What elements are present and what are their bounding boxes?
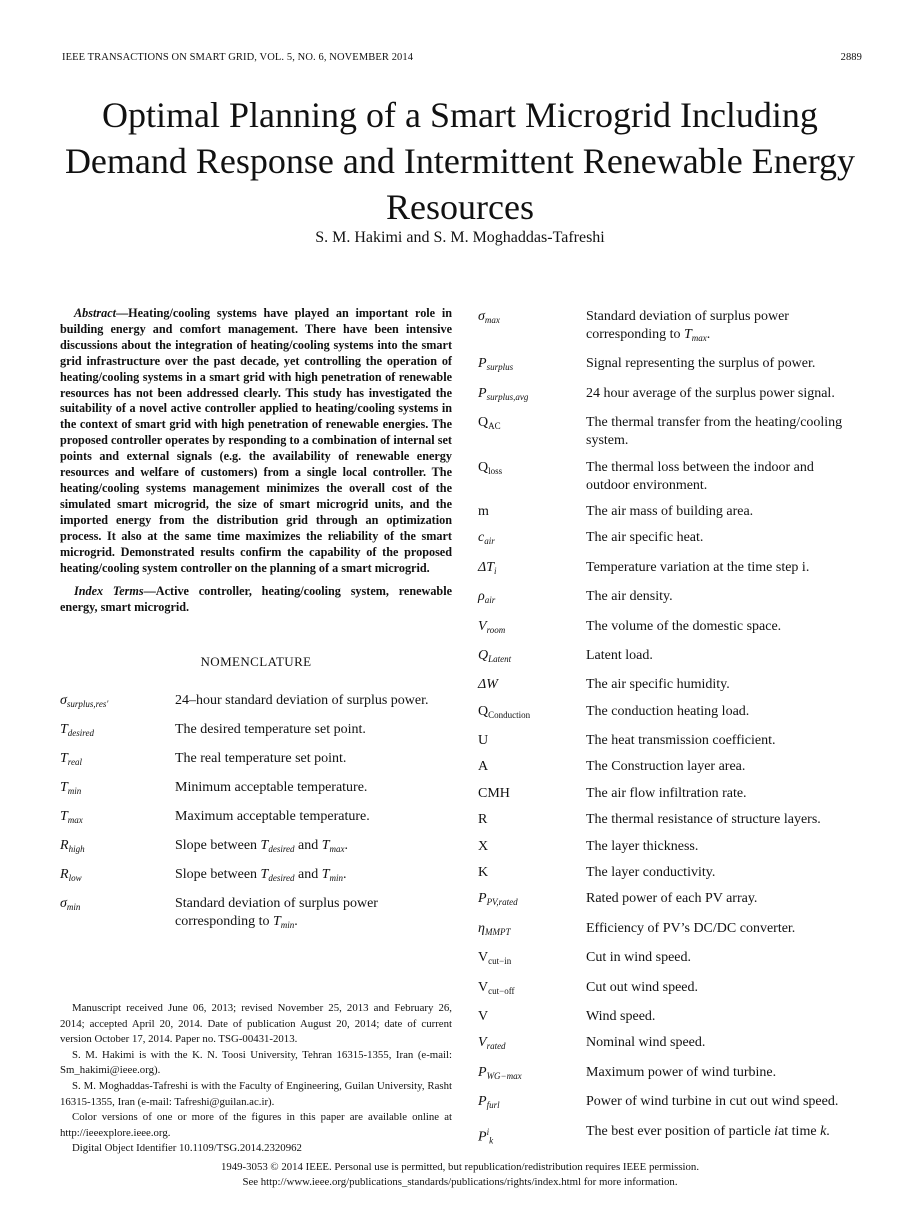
nomenclature-row [60, 721, 452, 742]
nomenclature-symbol [478, 559, 586, 580]
symbol-subscript: real [67, 757, 82, 768]
nomenclature-row [478, 979, 860, 1000]
copyright-line-1: 1949-3053 © 2014 IEEE. Personal use is permitted, but republication/redistribution requires IEEE permission. [220, 1161, 700, 1173]
definition-text: at time [778, 1123, 821, 1139]
nomenclature-row [478, 414, 860, 450]
footnote-color: Color versions of one or more of the figures in this paper are available online at http://ieeexplore.ieee.org. [60, 1111, 452, 1139]
nomenclature-definition: Cut in wind speed. [586, 950, 691, 966]
symbol-subscript: air [484, 536, 495, 547]
symbol-base: T [260, 867, 269, 883]
symbol-base: V [478, 618, 487, 634]
nomenclature-symbol [60, 692, 175, 713]
nomenclature-definition: The real temperature set point. [175, 751, 347, 767]
left-column [60, 306, 452, 942]
nomenclature-symbol [60, 779, 175, 800]
definition-symbol [322, 867, 343, 882]
nomenclature-symbol [478, 1008, 586, 1026]
symbol-subscript: WG−max [486, 1070, 522, 1081]
nomenclature-symbol [60, 721, 175, 742]
symbol-subscript: low [68, 873, 82, 884]
symbol-subscript: desired [268, 844, 295, 855]
nomenclature-definition: Nominal wind speed. [586, 1035, 706, 1051]
symbol-base: ΔW [478, 677, 498, 693]
symbol-base: T [60, 780, 68, 796]
symbol-base: T [60, 751, 68, 767]
nomenclature-definition: Power of wind turbine in cut out wind speed. [586, 1094, 839, 1110]
nomenclature-symbol [478, 949, 586, 970]
symbol-base: T [272, 914, 281, 930]
nomenclature-row [60, 866, 452, 887]
nomenclature-symbol [60, 750, 175, 771]
symbol-subscript: max [67, 815, 83, 826]
footnote-doi: Digital Object Identifier 10.1109/TSG.2014.2320962 [72, 1142, 302, 1155]
nomenclature-symbol [478, 529, 586, 550]
nomenclature-row [60, 750, 452, 771]
nomenclature-row [478, 588, 860, 609]
nomenclature-symbol [478, 785, 586, 803]
nomenclature-symbol [478, 385, 586, 406]
nomenclature-symbol [478, 838, 586, 856]
symbol-base: V [478, 1035, 487, 1051]
nomenclature-symbol [478, 459, 586, 495]
abstract: Abstract—Heating/cooling systems have played an important role in building energy and comfort management. There have been intensive discussions about the integration of heating/cooling systems into the smart grid infrastructure over the past decade, yet controlling the operation of heating/cooling systems in a smart grid with high penetration of renewable resources has not been addressed clearly. This study has investigated the suitability of a novel active controller applied to heating/cooling systems in the context of smart grid with high penetration of renewable energies. The proposed controller operates by responding to a combination of internal set points and external signals (e.g. the availability of renewable energy resources and welfare of customers) from a single local controller. The heating/cooling systems management minimizes the overall cost of the simulated smart microgrid, the size of smart microgrid units, and the imported energy from the distribution grid through an optimization process. It also at the same time maximizes the reliability of the smart microgrid. Demonstrated results confirm the capability of the proposed heating/cooling system controller on the planning of a smart microgrid. [60, 306, 452, 575]
nomenclature-row [60, 837, 452, 858]
symbol-subscript: rated [486, 1041, 506, 1052]
nomenclature-symbol [478, 676, 586, 694]
symbol-base: ρ [478, 589, 485, 605]
nomenclature-definition: The thermal resistance of structure layers. [586, 812, 821, 828]
abstract-text: Heating/cooling systems have played an important role in building energy and comfort management. There have been intensive discussions about the integration of heating/cooling systems into the smart grid infrastructure over the past decade, yet controlling the operation of heating/cooling systems in a smart grid with high penetration of renewable resources has not been addressed clearly. This study has investigated the suitability of a novel active controller applied to heating/cooling systems in the context of smart grid with high penetration of renewable energies. The proposed controller operates by responding to a combination of internal set points and external signals (e.g. the availability of renewable energy resources and welfare of customers) from a single local controller. The heating/cooling systems management minimizes the overall cost of the simulated smart microgrid, the size of smart microgrid units, and the imported energy from the distribution grid through an optimization process. It also at the same time maximizes the reliability of the smart microgrid. Demonstrated results confirm the capability of the proposed heating/cooling system controller on the planning of a smart microgrid. [60, 306, 452, 575]
symbol-base: R [60, 867, 69, 883]
definition-symbol [261, 867, 295, 882]
symbol-base: σ [60, 896, 67, 912]
symbol-base: η [478, 920, 485, 936]
definition-text: . [294, 914, 298, 930]
nomenclature-row [478, 676, 860, 694]
definition-text: . [343, 867, 347, 883]
symbol-base: U [478, 733, 489, 749]
authors: S. M. Hakimi and S. M. Moghaddas-Tafreshi [315, 229, 605, 246]
symbol-base: T [321, 867, 330, 883]
symbol-subscript: high [68, 844, 85, 855]
symbol-base: Q [478, 415, 489, 431]
nomenclature-definition: Maximum acceptable temperature. [175, 809, 370, 825]
symbol-subscript: max [691, 333, 707, 343]
nomenclature-row [478, 811, 860, 829]
symbol-base: CMH [478, 785, 510, 801]
symbol-superscript: i [486, 1126, 490, 1137]
symbol-subscript: loss [488, 465, 503, 476]
right-column [478, 308, 860, 1158]
symbol-subscript: cut−in [488, 956, 512, 967]
nomenclature-definition: Minimum acceptable temperature. [175, 780, 368, 796]
definition-text: . [706, 327, 711, 342]
symbol-subscript: MMPT [484, 926, 511, 937]
nomenclature-definition: The volume of the domestic space. [586, 618, 782, 634]
nomenclature-symbol [478, 920, 586, 941]
symbol-subscript: k [489, 1135, 494, 1146]
nomenclature-definition: The air density. [586, 589, 673, 605]
nomenclature-row [478, 308, 860, 347]
nomenclature-symbol [478, 618, 586, 639]
symbol-subscript: i [494, 565, 497, 576]
footnote-author-2: S. M. Moghaddas-Tafreshi is with the Faculty of Engineering, Guilan University, Rasht 16315-1355, Iran (e-mail: Tafreshi@guilan.ac.ir). [60, 1079, 452, 1108]
nomenclature-definition: Latent load. [586, 647, 653, 663]
symbol-subscript: desired [67, 728, 94, 739]
nomenclature-row [478, 1064, 860, 1085]
nomenclature-row [478, 838, 860, 856]
footnote [60, 1001, 452, 1157]
nomenclature-row [60, 779, 452, 800]
nomenclature-symbol [478, 864, 586, 882]
nomenclature-symbol [60, 808, 175, 829]
symbol-subscript: surplus [486, 362, 514, 373]
index-terms: Index Terms—Active controller, heating/cooling system, renewable energy, smart microgrid. [60, 584, 452, 615]
nomenclature-definition: Efficiency of PV’s DC/DC converter. [586, 920, 796, 936]
nomenclature-definition: The conduction heating load. [586, 703, 750, 719]
nomenclature-row [478, 459, 860, 495]
symbol-subscript: AC [488, 421, 501, 432]
symbol-base: A [478, 759, 489, 775]
nomenclature-symbol [478, 414, 586, 450]
nomenclature-symbol [478, 732, 586, 750]
nomenclature-row [478, 1123, 860, 1150]
definition-text: The best ever position of particle [586, 1123, 775, 1139]
nomenclature-definition [175, 895, 452, 934]
symbol-base: V [478, 1008, 489, 1024]
nomenclature-row [478, 529, 860, 550]
definition-text: and [294, 838, 322, 854]
nomenclature-symbol [60, 895, 175, 934]
nomenclature-row [478, 355, 860, 376]
nomenclature-symbol [478, 811, 586, 829]
symbol-base: c [478, 530, 485, 546]
symbol-base: T [683, 327, 692, 342]
nomenclature-row [478, 503, 860, 521]
symbol-base: P [478, 356, 487, 372]
symbol-base: V [478, 950, 489, 966]
copyright-notice [40, 1160, 880, 1190]
symbol-base: ΔT [478, 559, 495, 575]
nomenclature-definition: The desired temperature set point. [175, 722, 366, 738]
nomenclature-list-left [60, 692, 452, 934]
definition-text: . [344, 838, 349, 854]
nomenclature-row [478, 1093, 860, 1114]
symbol-base: Q [478, 647, 489, 663]
nomenclature-row [478, 949, 860, 970]
nomenclature-symbol [478, 979, 586, 1000]
nomenclature-definition: Maximum power of wind turbine. [586, 1064, 777, 1080]
footnote-author-1: S. M. Hakimi is with the K. N. Toosi University, Tehran 16315-1355, Iran (e-mail: Sm_hakimi@ieee.org). [60, 1048, 452, 1077]
nomenclature-row [478, 618, 860, 639]
symbol-base: P [478, 1064, 487, 1080]
nomenclature-list-right [478, 308, 860, 1149]
page-number: 2889 [840, 52, 862, 63]
abstract-label: Abstract [74, 306, 116, 320]
symbol-subscript: Conduction [488, 709, 531, 720]
symbol-base: V [478, 979, 489, 995]
footnote-manuscript: Manuscript received June 06, 2013; revised November 25, 2013 and February 26, 2014; accepted April 20, 2014. Date of publication August 20, 2014; date of current version October 17, 2014. Paper no. TSG-00431-2013. [60, 1002, 452, 1046]
nomenclature-definition: Rated power of each PV array. [586, 891, 758, 907]
definition-text: Standard deviation of surplus power corresponding to [586, 309, 789, 342]
nomenclature-row [60, 895, 452, 934]
symbol-subscript: furl [486, 1100, 500, 1111]
symbol-base: Q [478, 703, 489, 719]
nomenclature-definition: 24–hour standard deviation of surplus power. [175, 693, 429, 709]
nomenclature-definition: The air mass of building area. [586, 503, 754, 519]
nomenclature-definition: The air flow infiltration rate. [586, 785, 747, 801]
symbol-subscript: min [67, 786, 82, 797]
copyright-line-2: See http://www.ieee.org/publications_standards/publications/rights/index.html for more information. [242, 1176, 678, 1188]
nomenclature-row [478, 890, 860, 911]
nomenclature-symbol [60, 837, 175, 858]
definition-text: and [294, 867, 322, 883]
symbol-subscript: min [329, 873, 344, 884]
nomenclature-row [478, 920, 860, 941]
symbol-subscript: max [329, 844, 345, 855]
nomenclature-row [60, 692, 452, 713]
nomenclature-definition: The thermal transfer from the heating/cooling system. [586, 415, 843, 449]
symbol-base: T [260, 838, 269, 854]
nomenclature-row [478, 385, 860, 406]
definition-text: . [826, 1123, 830, 1139]
symbol-subscript: surplus,avg [486, 391, 529, 402]
nomenclature-symbol [478, 890, 586, 911]
symbol-subscript: min [280, 920, 295, 931]
symbol-base: i [774, 1123, 779, 1139]
nomenclature-definition: The layer thickness. [586, 838, 699, 854]
definition-symbol [322, 838, 345, 853]
nomenclature-definition [586, 308, 860, 347]
nomenclature-heading: NOMENCLATURE [200, 654, 312, 670]
nomenclature-symbol [478, 308, 586, 347]
symbol-subscript: desired [268, 873, 295, 884]
nomenclature-symbol [478, 703, 586, 724]
symbol-base: K [478, 865, 489, 881]
symbol-base: σ [478, 309, 485, 324]
symbol-subscript: Latent [488, 653, 512, 664]
definition-text: Slope between [175, 838, 261, 854]
symbol-base: Q [478, 459, 489, 475]
symbol-subscript: cut−off [488, 985, 515, 996]
nomenclature-definition: Temperature variation at the time step i. [586, 559, 810, 575]
symbol-base: σ [60, 693, 67, 709]
symbol-subscript: min [66, 902, 81, 913]
nomenclature-row [478, 559, 860, 580]
nomenclature-definition: The air specific heat. [586, 530, 704, 546]
symbol-base: m [478, 503, 489, 519]
nomenclature-row [478, 1034, 860, 1055]
definition-text: Slope between [175, 867, 261, 883]
nomenclature-row [478, 785, 860, 803]
nomenclature-symbol [478, 758, 586, 776]
nomenclature-definition: The air specific humidity. [586, 677, 730, 693]
definition-text: Standard deviation of surplus power corresponding to [175, 896, 378, 930]
nomenclature-definition: Cut out wind speed. [586, 979, 698, 995]
nomenclature-symbol [478, 1034, 586, 1055]
symbol-base: P [478, 385, 487, 401]
running-head [62, 52, 862, 63]
nomenclature-definition: Wind speed. [586, 1008, 656, 1024]
symbol-base: T [321, 838, 330, 854]
nomenclature-symbol [478, 1064, 586, 1085]
nomenclature-symbol [60, 866, 175, 887]
nomenclature-row [478, 732, 860, 750]
index-terms-label: Index Terms [74, 584, 144, 599]
nomenclature-definition: Signal representing the surplus of power. [586, 356, 816, 372]
symbol-base: X [478, 838, 489, 854]
symbol-base: k [820, 1123, 827, 1139]
nomenclature-definition: The layer conductivity. [586, 865, 716, 881]
definition-symbol [273, 914, 294, 929]
nomenclature-symbol [478, 1093, 586, 1114]
nomenclature-definition: The Construction layer area. [586, 759, 746, 775]
nomenclature-row [478, 647, 860, 668]
nomenclature-definition [586, 1123, 860, 1150]
definition-symbol [684, 327, 707, 342]
nomenclature-definition: The thermal loss between the indoor and outdoor environment. [586, 459, 814, 493]
journal-name: IEEE TRANSACTIONS ON SMART GRID, VOL. 5, NO. 6, NOVEMBER 2014 [62, 52, 414, 63]
nomenclature-definition [175, 837, 452, 858]
symbol-subscript: PV,rated [486, 897, 518, 908]
definition-symbol [261, 838, 295, 853]
symbol-base: R [60, 838, 69, 854]
symbol-base: R [478, 812, 488, 828]
symbol-base: T [60, 722, 68, 738]
symbol-subscript: room [486, 624, 506, 635]
nomenclature-symbol [478, 647, 586, 668]
nomenclature-row [478, 1008, 860, 1026]
paper-title: Optimal Planning of a Smart Microgrid Including Demand Response and Intermittent Renewable Energy Resources [64, 95, 856, 227]
symbol-base: P [478, 1094, 487, 1110]
symbol-base: P [478, 891, 487, 907]
nomenclature-symbol [478, 1123, 586, 1150]
nomenclature-definition: The heat transmission coefficient. [586, 733, 776, 749]
symbol-base: T [60, 809, 68, 825]
nomenclature-symbol [478, 503, 586, 521]
nomenclature-definition: 24 hour average of the surplus power signal. [586, 385, 835, 401]
nomenclature-row [478, 703, 860, 724]
symbol-base: P [478, 1129, 487, 1145]
index-terms-text: Active controller, heating/cooling system, renewable energy, smart microgrid. [60, 584, 452, 615]
nomenclature-definition [175, 866, 452, 887]
nomenclature-row [478, 864, 860, 882]
nomenclature-symbol [478, 588, 586, 609]
symbol-subscript: surplus,res' [66, 699, 109, 710]
symbol-subscript: air [484, 595, 496, 606]
symbol-subscript: max [484, 315, 500, 325]
nomenclature-row [478, 758, 860, 776]
nomenclature-symbol [478, 355, 586, 376]
nomenclature-row [60, 808, 452, 829]
